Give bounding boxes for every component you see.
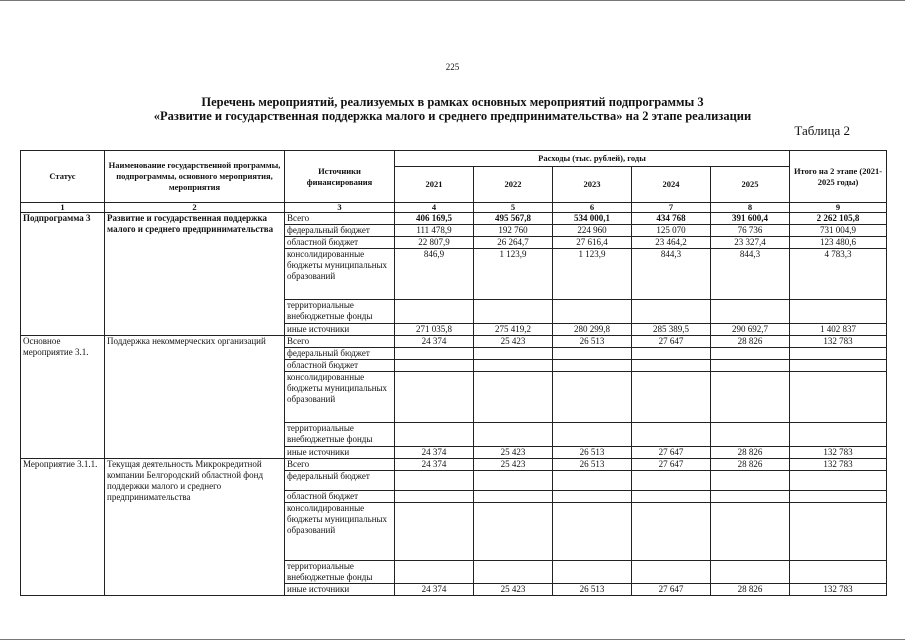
header-name: Наименование государственной программы, подпрограммы, основного мероприятия, мероприятия — [105, 151, 285, 203]
value-cell — [790, 360, 887, 372]
value-cell: 25 423 — [474, 584, 553, 596]
value-cell: 271 035,8 — [395, 324, 474, 336]
header-year: 2024 — [632, 167, 711, 203]
value-cell: 24 374 — [395, 336, 474, 348]
value-cell: 132 783 — [790, 584, 887, 596]
value-cell: 28 826 — [711, 336, 790, 348]
value-cell: 844,3 — [632, 249, 711, 300]
value-cell — [711, 561, 790, 584]
value-cell — [632, 300, 711, 324]
expenses-table — [20, 150, 887, 596]
header-status: Статус — [21, 151, 105, 203]
row-name: Развитие и государственная поддержка малого и среднего предпринимательства — [105, 213, 285, 336]
value-cell — [553, 423, 632, 447]
source-label: иные источники — [285, 584, 395, 596]
table-row — [21, 336, 887, 348]
title-line-1: Перечень мероприятий, реализуемых в рамках основных мероприятий подпрограммы 3 — [201, 95, 704, 109]
value-cell — [790, 503, 887, 561]
source-label: областной бюджет — [285, 491, 395, 503]
table-label: Таблица 2 — [794, 123, 850, 138]
value-cell — [553, 360, 632, 372]
value-cell: 132 783 — [790, 447, 887, 459]
value-cell — [553, 503, 632, 561]
value-cell — [553, 471, 632, 491]
value-cell — [790, 423, 887, 447]
source-label: областной бюджет — [285, 360, 395, 372]
value-cell — [790, 300, 887, 324]
value-cell — [790, 561, 887, 584]
source-label: консолидированные бюджеты муниципальных образований — [285, 372, 395, 423]
value-cell — [395, 423, 474, 447]
table-row — [21, 459, 887, 471]
value-cell — [395, 300, 474, 324]
value-cell — [632, 348, 711, 360]
source-label: территориальные внебюджетные фонды — [285, 561, 395, 584]
source-label: федеральный бюджет — [285, 225, 395, 237]
value-cell: 25 423 — [474, 336, 553, 348]
value-cell — [553, 561, 632, 584]
header-total: Итого на 2 этапе (2021-2025 годы) — [790, 151, 887, 203]
value-cell — [474, 423, 553, 447]
value-cell — [711, 300, 790, 324]
value-cell — [632, 561, 711, 584]
value-cell — [711, 491, 790, 503]
value-cell: 22 807,9 — [395, 237, 474, 249]
source-label: консолидированные бюджеты муниципальных образований — [285, 503, 395, 561]
value-cell: 26 264,7 — [474, 237, 553, 249]
page-top-border — [0, 0, 905, 1]
value-cell — [395, 561, 474, 584]
value-cell: 391 600,4 — [711, 213, 790, 225]
row-name: Текущая деятельность Микрокредитной компании Белгородский областной фонд поддержки малого и среднего предпринимательства — [105, 459, 285, 596]
value-cell: 285 389,5 — [632, 324, 711, 336]
column-index: 9 — [790, 203, 887, 213]
value-cell: 76 736 — [711, 225, 790, 237]
value-cell: 27 647 — [632, 584, 711, 596]
source-label: Всего — [285, 459, 395, 471]
value-cell: 275 419,2 — [474, 324, 553, 336]
value-cell: 27 647 — [632, 447, 711, 459]
value-cell — [711, 348, 790, 360]
source-label: областной бюджет — [285, 237, 395, 249]
value-cell: 224 960 — [553, 225, 632, 237]
value-cell: 24 374 — [395, 459, 474, 471]
value-cell: 731 004,9 — [790, 225, 887, 237]
value-cell — [395, 471, 474, 491]
value-cell — [632, 503, 711, 561]
value-cell: 24 374 — [395, 447, 474, 459]
value-cell: 4 783,3 — [790, 249, 887, 300]
value-cell: 123 480,6 — [790, 237, 887, 249]
value-cell — [553, 372, 632, 423]
table-row — [21, 213, 887, 225]
value-cell — [711, 360, 790, 372]
source-label: федеральный бюджет — [285, 471, 395, 491]
document-title — [40, 95, 865, 123]
value-cell — [632, 423, 711, 447]
source-label: федеральный бюджет — [285, 348, 395, 360]
value-cell: 1 123,9 — [474, 249, 553, 300]
row-status: Основное мероприятие 3.1. — [21, 336, 105, 459]
value-cell — [711, 471, 790, 491]
column-index: 1 — [21, 203, 105, 213]
value-cell: 26 513 — [553, 459, 632, 471]
value-cell — [632, 360, 711, 372]
value-cell — [632, 491, 711, 503]
value-cell: 132 783 — [790, 459, 887, 471]
value-cell: 132 783 — [790, 336, 887, 348]
value-cell — [632, 372, 711, 423]
value-cell — [395, 372, 474, 423]
value-cell — [790, 348, 887, 360]
value-cell — [395, 503, 474, 561]
header-year: 2021 — [395, 167, 474, 203]
value-cell: 23 327,4 — [711, 237, 790, 249]
value-cell: 111 478,9 — [395, 225, 474, 237]
value-cell — [474, 561, 553, 584]
value-cell: 495 567,8 — [474, 213, 553, 225]
title-line-2: «Развитие и государственная поддержка малого и среднего предпринимательства» на 2 этапе реализации — [153, 109, 752, 123]
value-cell: 1 123,9 — [553, 249, 632, 300]
value-cell: 26 513 — [553, 447, 632, 459]
value-cell: 434 768 — [632, 213, 711, 225]
value-cell: 28 826 — [711, 447, 790, 459]
value-cell — [474, 372, 553, 423]
column-index: 8 — [711, 203, 790, 213]
row-name: Поддержка некоммерческих организаций — [105, 336, 285, 459]
value-cell — [474, 503, 553, 561]
value-cell — [711, 423, 790, 447]
value-cell: 24 374 — [395, 584, 474, 596]
source-label: территориальные внебюджетные фонды — [285, 300, 395, 324]
value-cell: 406 169,5 — [395, 213, 474, 225]
value-cell — [474, 360, 553, 372]
column-index: 5 — [474, 203, 553, 213]
value-cell: 280 299,8 — [553, 324, 632, 336]
value-cell — [474, 348, 553, 360]
value-cell: 28 826 — [711, 584, 790, 596]
value-cell: 1 402 837 — [790, 324, 887, 336]
header-year: 2023 — [553, 167, 632, 203]
value-cell: 27 616,4 — [553, 237, 632, 249]
value-cell — [790, 491, 887, 503]
value-cell: 23 464,2 — [632, 237, 711, 249]
value-cell: 846,9 — [395, 249, 474, 300]
value-cell: 534 000,1 — [553, 213, 632, 225]
header-year: 2025 — [711, 167, 790, 203]
value-cell — [395, 491, 474, 503]
source-label: территориальные внебюджетные фонды — [285, 423, 395, 447]
value-cell: 27 647 — [632, 459, 711, 471]
value-cell — [711, 372, 790, 423]
source-label: Всего — [285, 336, 395, 348]
header-year: 2022 — [474, 167, 553, 203]
source-label: иные источники — [285, 447, 395, 459]
row-status: Мероприятие 3.1.1. — [21, 459, 105, 596]
value-cell: 25 423 — [474, 459, 553, 471]
value-cell: 290 692,7 — [711, 324, 790, 336]
header-expenses: Расходы (тыс. рублей), годы — [395, 151, 790, 167]
source-label: иные источники — [285, 324, 395, 336]
column-index: 6 — [553, 203, 632, 213]
value-cell — [711, 503, 790, 561]
value-cell: 844,3 — [711, 249, 790, 300]
value-cell — [790, 372, 887, 423]
header-source: Источники финансирования — [285, 151, 395, 203]
source-label: консолидированные бюджеты муниципальных образований — [285, 249, 395, 300]
value-cell — [474, 300, 553, 324]
value-cell — [474, 471, 553, 491]
row-status: Подпрограмма 3 — [21, 213, 105, 336]
value-cell: 192 760 — [474, 225, 553, 237]
column-index: 4 — [395, 203, 474, 213]
value-cell: 26 513 — [553, 584, 632, 596]
column-index: 3 — [285, 203, 395, 213]
value-cell: 26 513 — [553, 336, 632, 348]
value-cell: 2 262 105,8 — [790, 213, 887, 225]
value-cell — [632, 471, 711, 491]
value-cell: 25 423 — [474, 447, 553, 459]
value-cell: 125 070 — [632, 225, 711, 237]
column-index: 7 — [632, 203, 711, 213]
column-index: 2 — [105, 203, 285, 213]
value-cell — [553, 300, 632, 324]
value-cell — [474, 491, 553, 503]
value-cell: 27 647 — [632, 336, 711, 348]
value-cell — [553, 348, 632, 360]
value-cell: 28 826 — [711, 459, 790, 471]
value-cell — [395, 360, 474, 372]
value-cell — [553, 491, 632, 503]
value-cell — [790, 471, 887, 491]
source-label: Всего — [285, 213, 395, 225]
page-number: 225 — [445, 62, 460, 72]
value-cell — [395, 348, 474, 360]
